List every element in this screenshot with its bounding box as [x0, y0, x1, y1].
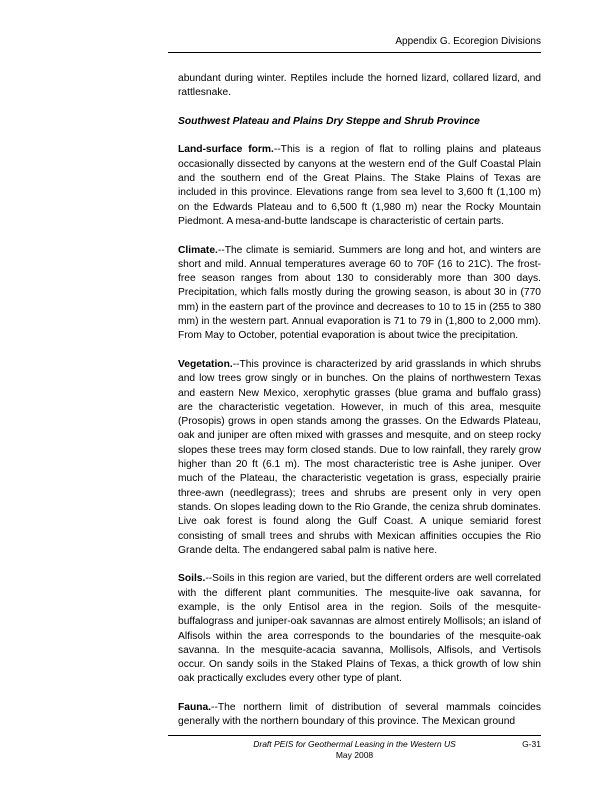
section-heading: Climate. [178, 244, 218, 256]
section-heading: Vegetation. [178, 358, 233, 370]
section-text: --This is a region of flat to rolling plains and plateaus occasionally dissected by canyons at the western end of the Gulf Coastal Plain and the southern end of the Great Plains. The Stake Plains of Texas are included in this province. Elevations range from sea level to 3,600 ft (1,100 m) on the Edwards Plateau and to 6,500 ft (1,980 m) near the Rocky Mountain Piedmont. A mesa-and-butte landscape is characteristic of certain parts. [178, 144, 541, 227]
section-heading: Land-surface form. [178, 144, 274, 156]
intro-paragraph: abundant during winter. Reptiles include the horned lizard, collared lizard, and rattlesnake. [178, 73, 541, 99]
section-land-surface [178, 143, 541, 229]
page-body [178, 72, 541, 730]
footer-document-title: Draft PEIS for Geothermal Leasing in the Western US [253, 739, 456, 749]
footer-page-number: G-31 [522, 739, 541, 749]
section-heading: Soils. [178, 573, 206, 585]
section-text: --Soils in this region are varied, but the different orders are well correlated with the different plant communities. The mesquite-live oak savanna, for example, is the only Entisol area in the region. Soils of the mesquite-buffalograss and juniper-oak savannas are almost entirely Mollisols; an island of Alfisols within the area corresponds to the boundaries of the mesquite-oak savanna. In the mesquite-acacia savanna, Mollisols, Alfisols, and Vertisols occur. On sandy soils in the Staked Plains of Texas, a thick growth of low shin oak practically excludes every other type of plant. [178, 573, 541, 685]
header-rule [168, 52, 541, 53]
section-vegetation [178, 358, 541, 558]
section-text: --This province is characterized by arid grasslands in which shrubs and low trees grow singly or in bunches. On the plains of northwestern Texas and eastern New Mexico, xerophytic grasses (blue grama and buffalo grass) are the characteristic vegetation. However, in much of this area, mesquite (Prosopis) grows in open stands among the grasses. On the Edwards Plateau, oak and juniper are often mixed with grasses and mesquite, and on steep rocky slopes these trees may form closed stands. Due to low rainfall, they rarely grow higher than 20 ft (6.1 m). The most characteristic tree is Ashe juniper. Over much of the Plateau, the characteristic vegetation is grass, especially prairie three-awn (needlegrass); trees and shrubs are present only in very open stands. On slopes leading down to the Rio Grande, the ceniza shrub dominates. Live oak forest is found along the Gulf Coast. A unique semiarid forest consisting of small trees and shrubs with Mexican affinities occupies the Rio Grande delta. The endangered sabal palm is native here. [178, 358, 541, 556]
section-soils [178, 572, 541, 686]
footer-rule [168, 735, 541, 736]
running-header: Appendix G. Ecoregion Divisions [395, 36, 541, 47]
province-heading: Southwest Plateau and Plains Dry Steppe and Shrub Province [178, 115, 480, 127]
section-fauna [178, 701, 541, 730]
section-text: --The climate is semiarid. Summers are long and hot, and winters are short and mild. Annual temperatures average 60 to 70F (16 to 21C). The frost-free season ranges from about 130 to considerably more than 300 days. Precipitation, which falls mostly during the growing season, is about 30 in (770 mm) in the eastern part of the province and decreases to 10 to 15 in (255 to 380 mm) in the western part. Annual evaporation is 71 to 79 in (1,800 to 2,000 mm). From May to October, potential evaporation is about twice the precipitation. [178, 244, 541, 342]
section-heading: Fauna. [178, 702, 212, 714]
section-climate [178, 244, 541, 344]
section-text: --The northern limit of distribution of several mammals coincides generally with the northern boundary of this province. The Mexican ground [178, 702, 541, 728]
footer-date: May 2008 [335, 750, 374, 760]
